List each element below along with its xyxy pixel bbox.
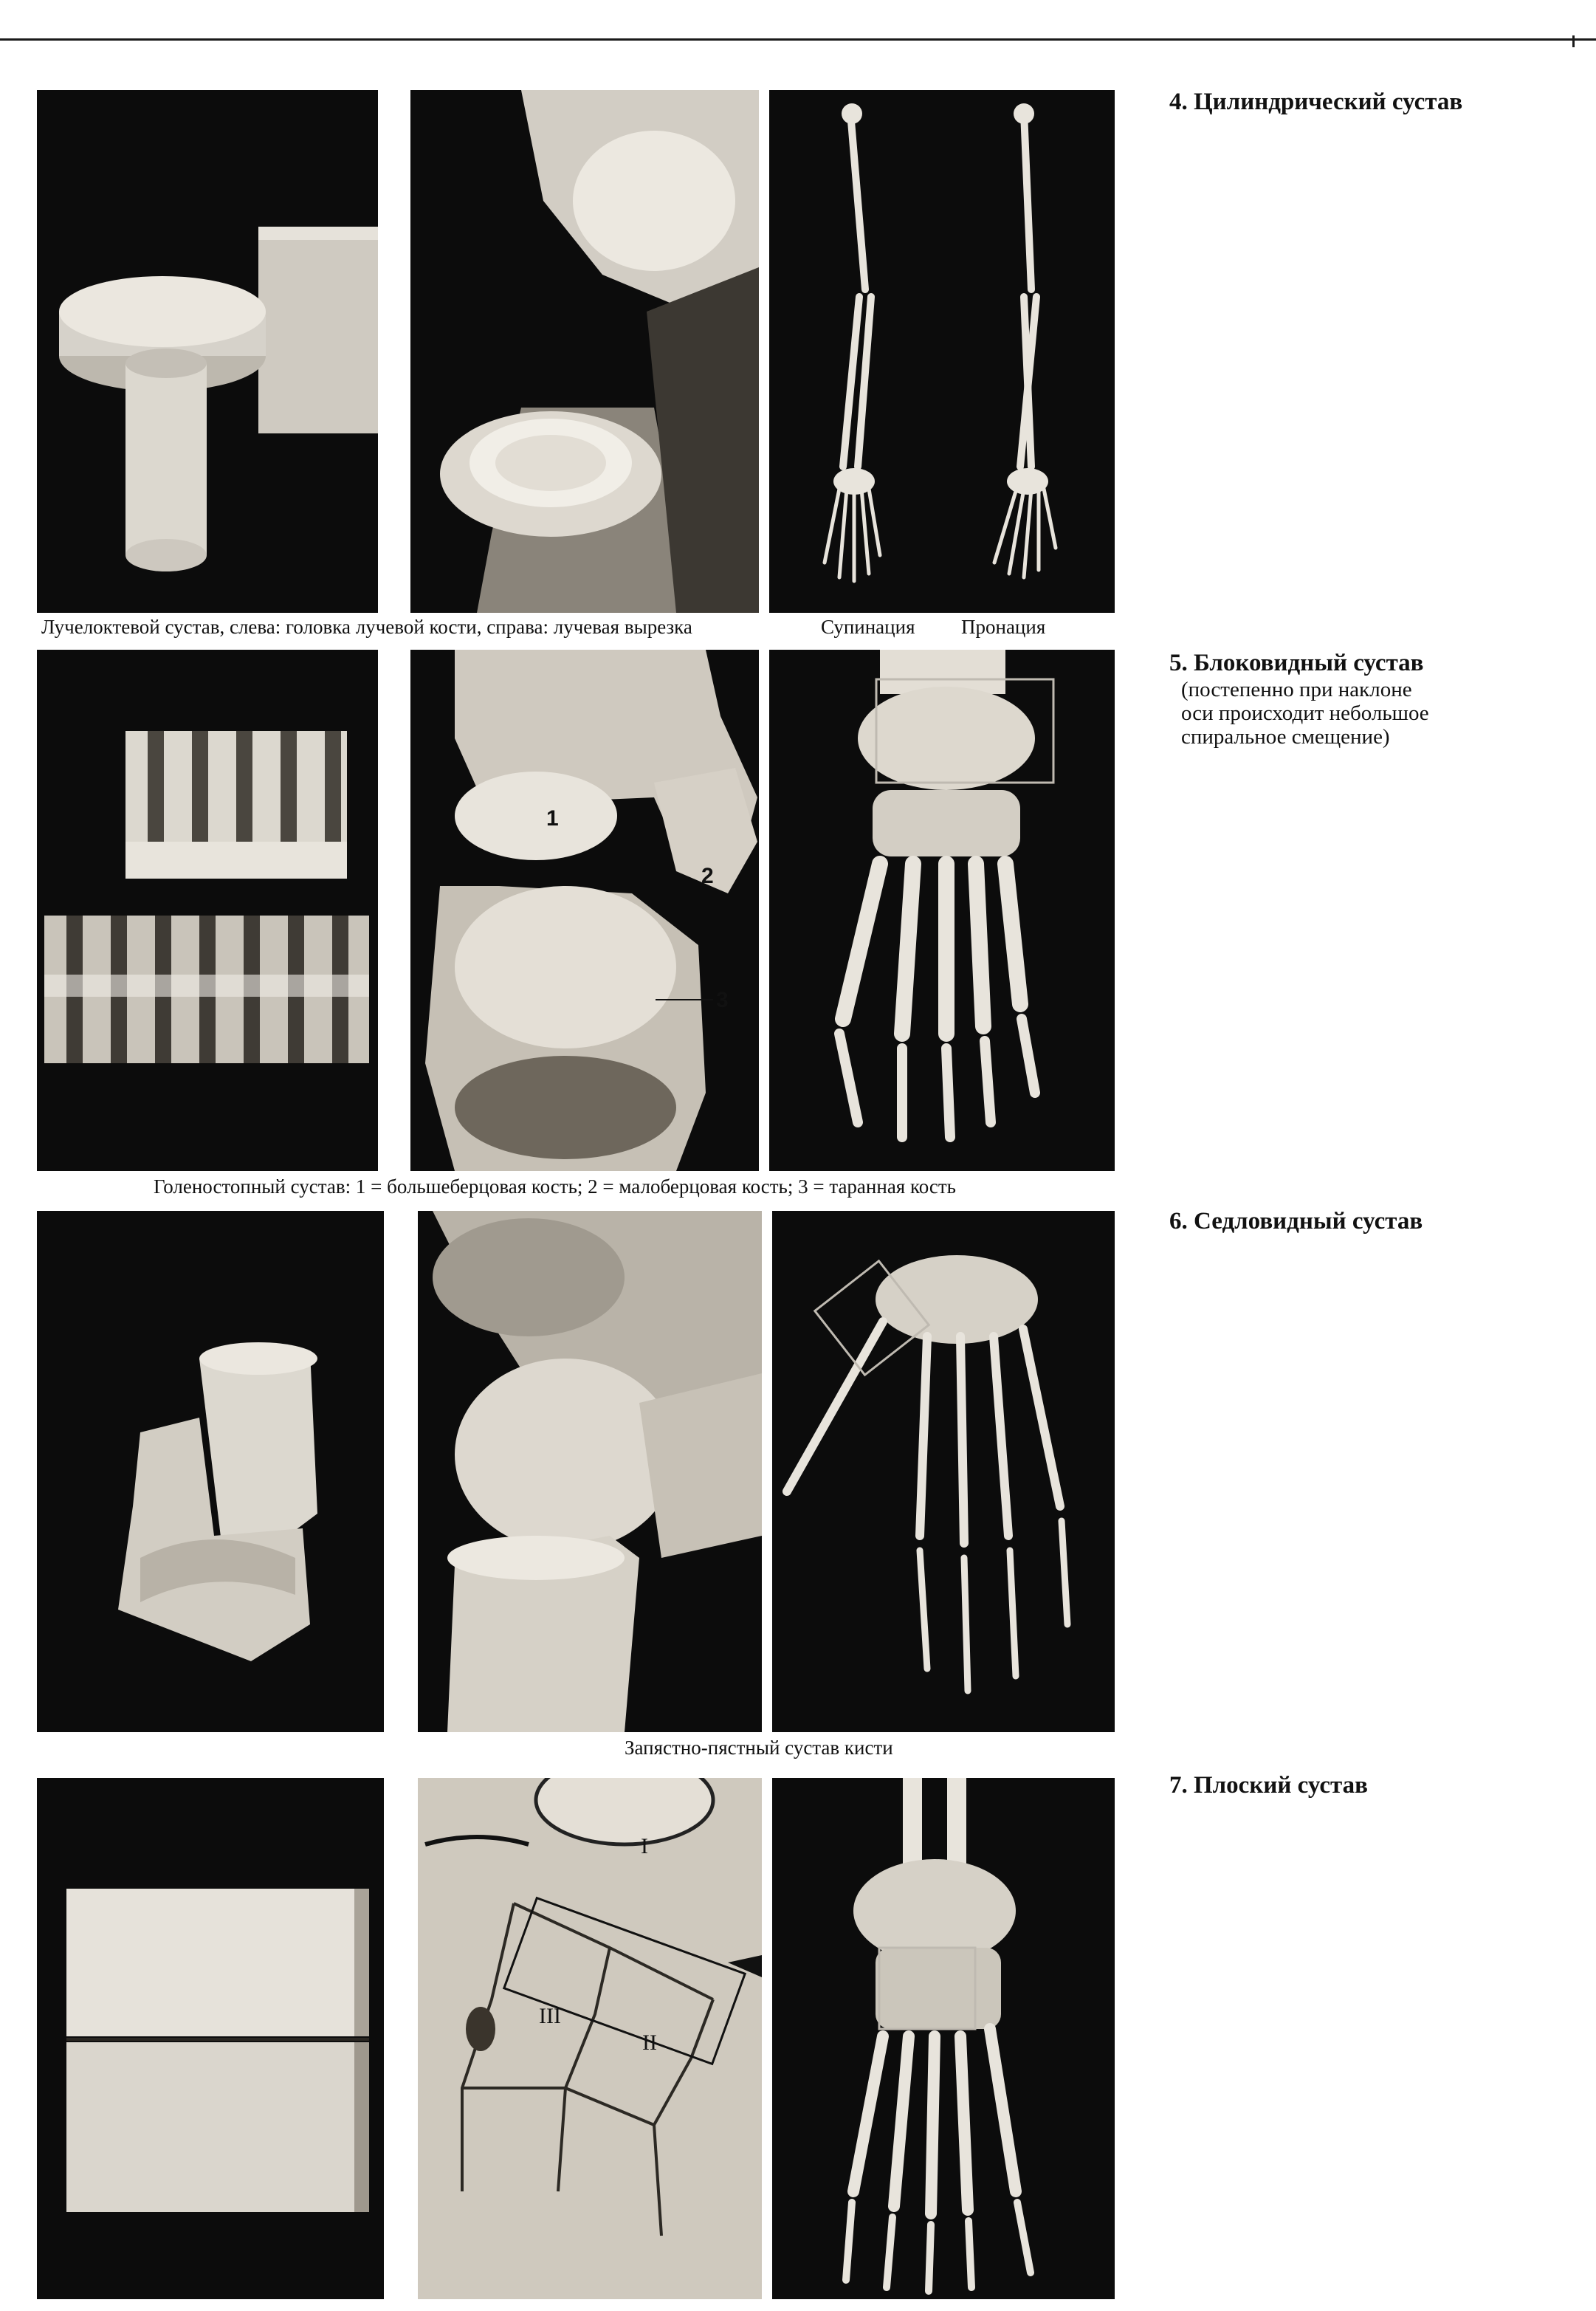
caption-carpometacarpal: Запястно-пястный сустав кисти xyxy=(625,1737,893,1759)
label-talus-leader xyxy=(656,999,713,1000)
caption-supination: Супинация xyxy=(821,616,915,638)
plane-model-drawing xyxy=(37,1778,384,2299)
carpometacarpal-drawing xyxy=(418,1211,762,1732)
label-tibia: 1 xyxy=(546,806,559,831)
foot-dorsal-skeleton-photo xyxy=(772,1778,1115,2299)
caption-radioulnar: Лучелоктевой сустав, слева: головка лучевой кости, справа: лучевая вырезка xyxy=(41,616,692,638)
saddle-model-photo xyxy=(37,1211,384,1732)
radius-head-photo xyxy=(410,90,759,613)
carpometacarpal-photo xyxy=(418,1211,762,1732)
label-roman-1: I xyxy=(641,1834,648,1858)
top-rule-tick xyxy=(1572,35,1575,47)
arm-skeleton-drawing xyxy=(769,90,1115,613)
top-rule xyxy=(0,38,1596,41)
cylinder-model-photo xyxy=(37,90,378,613)
hinge-joint-note: (постепенно при наклоне оси происходит небольшое спиральное смещение) xyxy=(1181,678,1429,749)
foot-skeleton-photo xyxy=(769,650,1115,1171)
cylinder-model-drawing xyxy=(37,90,378,613)
intertarsal-photo xyxy=(418,1778,762,2299)
radius-head-drawing xyxy=(410,90,759,613)
caption-ankle: Голеностопный сустав: 1 = большеберцовая кость; 2 = малоберцовая кость; 3 = таранная кость xyxy=(154,1175,956,1198)
ankle-joint-photo xyxy=(410,650,759,1171)
heading-saddle-joint: 6. Седловидный сустав xyxy=(1169,1208,1423,1235)
hinge-model-photo xyxy=(37,650,378,1171)
intertarsal-drawing xyxy=(418,1778,762,2299)
heading-plane-joint: 7. Плоский сустав xyxy=(1169,1772,1368,1799)
hand-skeleton-photo xyxy=(772,1211,1115,1732)
label-talus: 3 xyxy=(716,988,729,1012)
label-fibula: 2 xyxy=(701,864,714,888)
hand-skeleton-drawing xyxy=(772,1211,1115,1732)
saddle-model-drawing xyxy=(37,1211,384,1732)
foot-skeleton-drawing xyxy=(769,650,1115,1171)
arm-skeleton-photo xyxy=(769,90,1115,613)
heading-cylindrical-joint: 4. Цилиндрический сустав xyxy=(1169,89,1463,115)
foot-dorsal-skeleton-drawing xyxy=(772,1778,1115,2299)
label-roman-3: III xyxy=(539,2004,561,2028)
ankle-joint-drawing xyxy=(410,650,759,1171)
heading-hinge-joint: 5. Блоковидный сустав xyxy=(1169,650,1424,676)
caption-pronation: Пронация xyxy=(961,616,1046,638)
plane-model-photo xyxy=(37,1778,384,2299)
label-roman-2: II xyxy=(642,2030,657,2055)
hinge-model-drawing xyxy=(37,650,378,1171)
